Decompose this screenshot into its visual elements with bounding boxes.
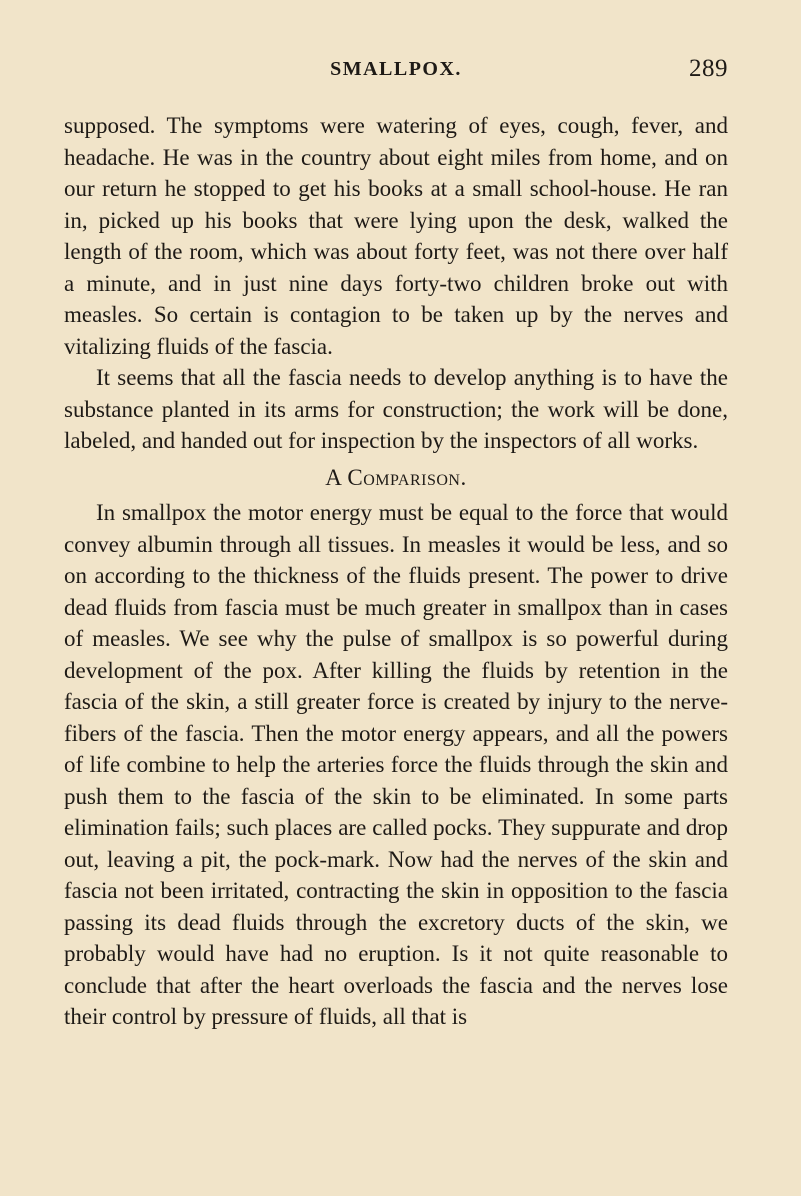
paragraph-continued: supposed. The symptoms were watering of eyes, cough, fever, and headache. He was in the country about eight miles from home, and on our return he stopped to get his books at a small school-house. He ran in, picked up his books that were lying upon the desk, walked the length of the room, which was about forty feet, was not there over half a minute, and in just nine days forty-two children broke out with measles. So certain is contagion to be taken up by the nerves and vitalizing fluids of the fascia.	[64, 113, 728, 359]
page-number: 289	[689, 55, 728, 82]
section-heading: A Comparison.	[325, 464, 467, 490]
paragraph-comparison: In smallpox the motor energy must be equal to the force that would convey albumin through all tissues. In measles it would be less, and so on according to the thickness of the fluids present. The power to drive dead fluids from fascia must be much greater in smallpox than in cases of measles. We see why the pulse of smallpox is so powerful during development of the pox. After killing the fluids by retention in the fascia of the skin, a still greater force is created by injury to the nerve-fibers of the fascia. Then the motor energy appears, and all the powers of life combine to help the arteries force the fluids through the skin and push them to the fascia of the skin to be eliminated. In some parts elimination fails; such places are called pocks. They suppurate and drop out, leaving a pit, the pock-mark. Now had the nerves of the skin and fascia not been irritated, contracting the skin in opposition to the fascia passing its dead fluids through the excretory ducts of the skin, we probably would have had no eruption. Is it not quite reasonable to conclude that after the heart overloads the fascia and the nerves lose their control by pressure of fluids, all that is	[64, 500, 728, 1029]
paragraph-fascia: It seems that all the fascia needs to develop anything is to have the substance planted in its arms for construction; the work will be done, labeled, and handed out for inspection by the inspectors of all works.	[64, 365, 728, 453]
running-title: SMALLPOX.	[330, 58, 462, 80]
body-text	[64, 110, 728, 1033]
running-head	[64, 55, 728, 92]
